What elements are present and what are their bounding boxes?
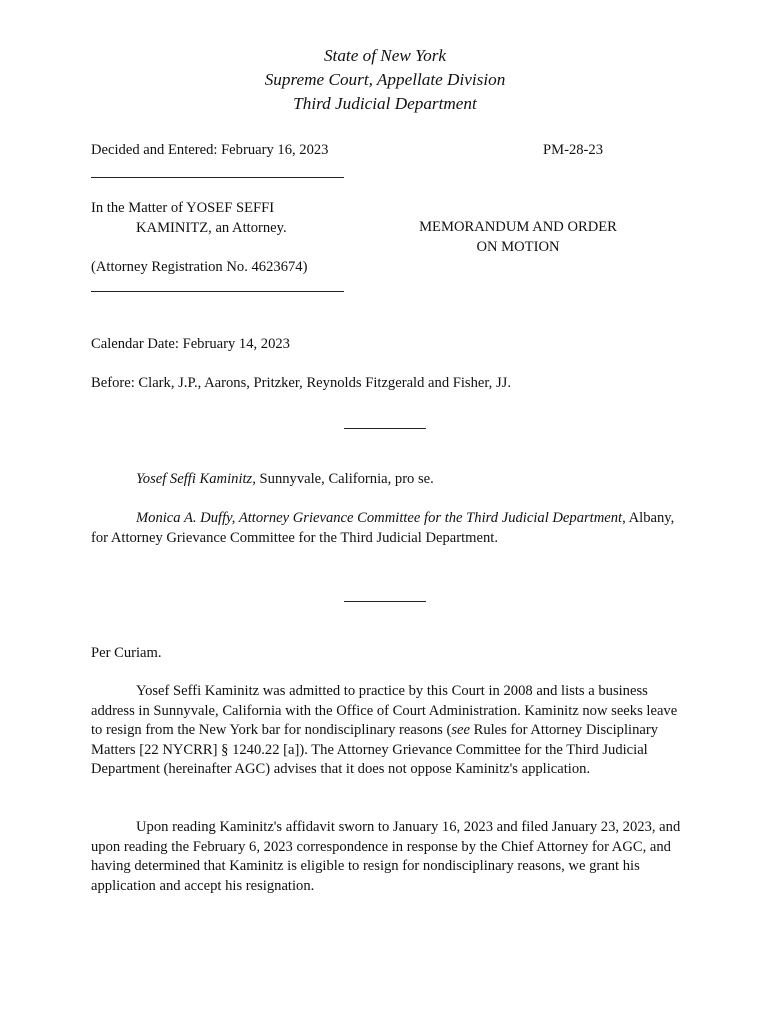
section-divider-2 bbox=[344, 601, 426, 602]
caption-top-rule bbox=[91, 177, 344, 178]
order-title-line1: MEMORANDUM AND ORDER bbox=[419, 219, 617, 235]
court-header bbox=[0, 44, 770, 116]
para1-text-a: Yosef Seffi Kaminitz was admitted to practice by this Court in 2008 and lists a business address in Sunnyvale, California with the Office of Court Administration. Kaminitz now seeks leave to resign from the New York bar for nondisciplinary reasons ( bbox=[91, 683, 678, 738]
court-name: Supreme Court, Appellate Division bbox=[264, 70, 506, 89]
order-title-line2: ON MOTION bbox=[476, 238, 560, 255]
panel-before: Before: Clark, J.P., Aarons, Pritzker, Reynolds Fitzgerald and Fisher, JJ. bbox=[91, 375, 511, 391]
counsel-name: Monica A. Duffy, Attorney Grievance Committee for the Third Judicial Department bbox=[136, 510, 623, 526]
caption-matter-line2: KAMINITZ, an Attorney. bbox=[136, 220, 287, 236]
respondent-location: , Sunnyvale, California, pro se. bbox=[252, 471, 434, 487]
opinion-paragraph-1 bbox=[91, 682, 685, 780]
court-department: Third Judicial Department bbox=[293, 94, 477, 113]
order-title bbox=[398, 218, 638, 257]
counsel-detail: , Albany, for Attorney Grievance Committee for the Third Judicial Department. bbox=[91, 510, 675, 546]
attorney-registration: (Attorney Registration No. 4623674) bbox=[91, 259, 308, 275]
decided-entered-date: Decided and Entered: February 16, 2023 bbox=[91, 142, 329, 158]
para1-text-b: Rules for Attorney Disciplinary Matters [22 NYCRR] § 1240.22 [a]). The Attorney Grievance Committee for the Third Judicial Department (hereinafter AGC) advises that it does not oppose Kaminitz's application. bbox=[91, 722, 659, 777]
caption-bottom-rule bbox=[91, 291, 344, 292]
calendar-date: Calendar Date: February 14, 2023 bbox=[91, 336, 290, 352]
para1-see: see bbox=[451, 722, 470, 738]
section-divider bbox=[344, 428, 426, 429]
appearance-counsel bbox=[91, 509, 685, 548]
docket-number: PM-28-23 bbox=[543, 142, 603, 158]
respondent-name: Yosef Seffi Kaminitz bbox=[136, 471, 253, 487]
per-curiam-heading: Per Curiam. bbox=[91, 645, 162, 661]
court-state: State of New York bbox=[323, 46, 447, 65]
caption-matter-line1: In the Matter of YOSEF SEFFI bbox=[91, 200, 275, 216]
opinion-paragraph-2: Upon reading Kaminitz's affidavit sworn to January 16, 2023 and filed January 23, 2023, and upon reading the February 6, 2023 correspondence in response by the Chief Attorney for AGC, and having determined that Kaminitz is eligible to resign for nondisciplinary reasons, we grant his application and accept his resignation. bbox=[91, 819, 681, 894]
appearance-respondent bbox=[91, 470, 685, 490]
